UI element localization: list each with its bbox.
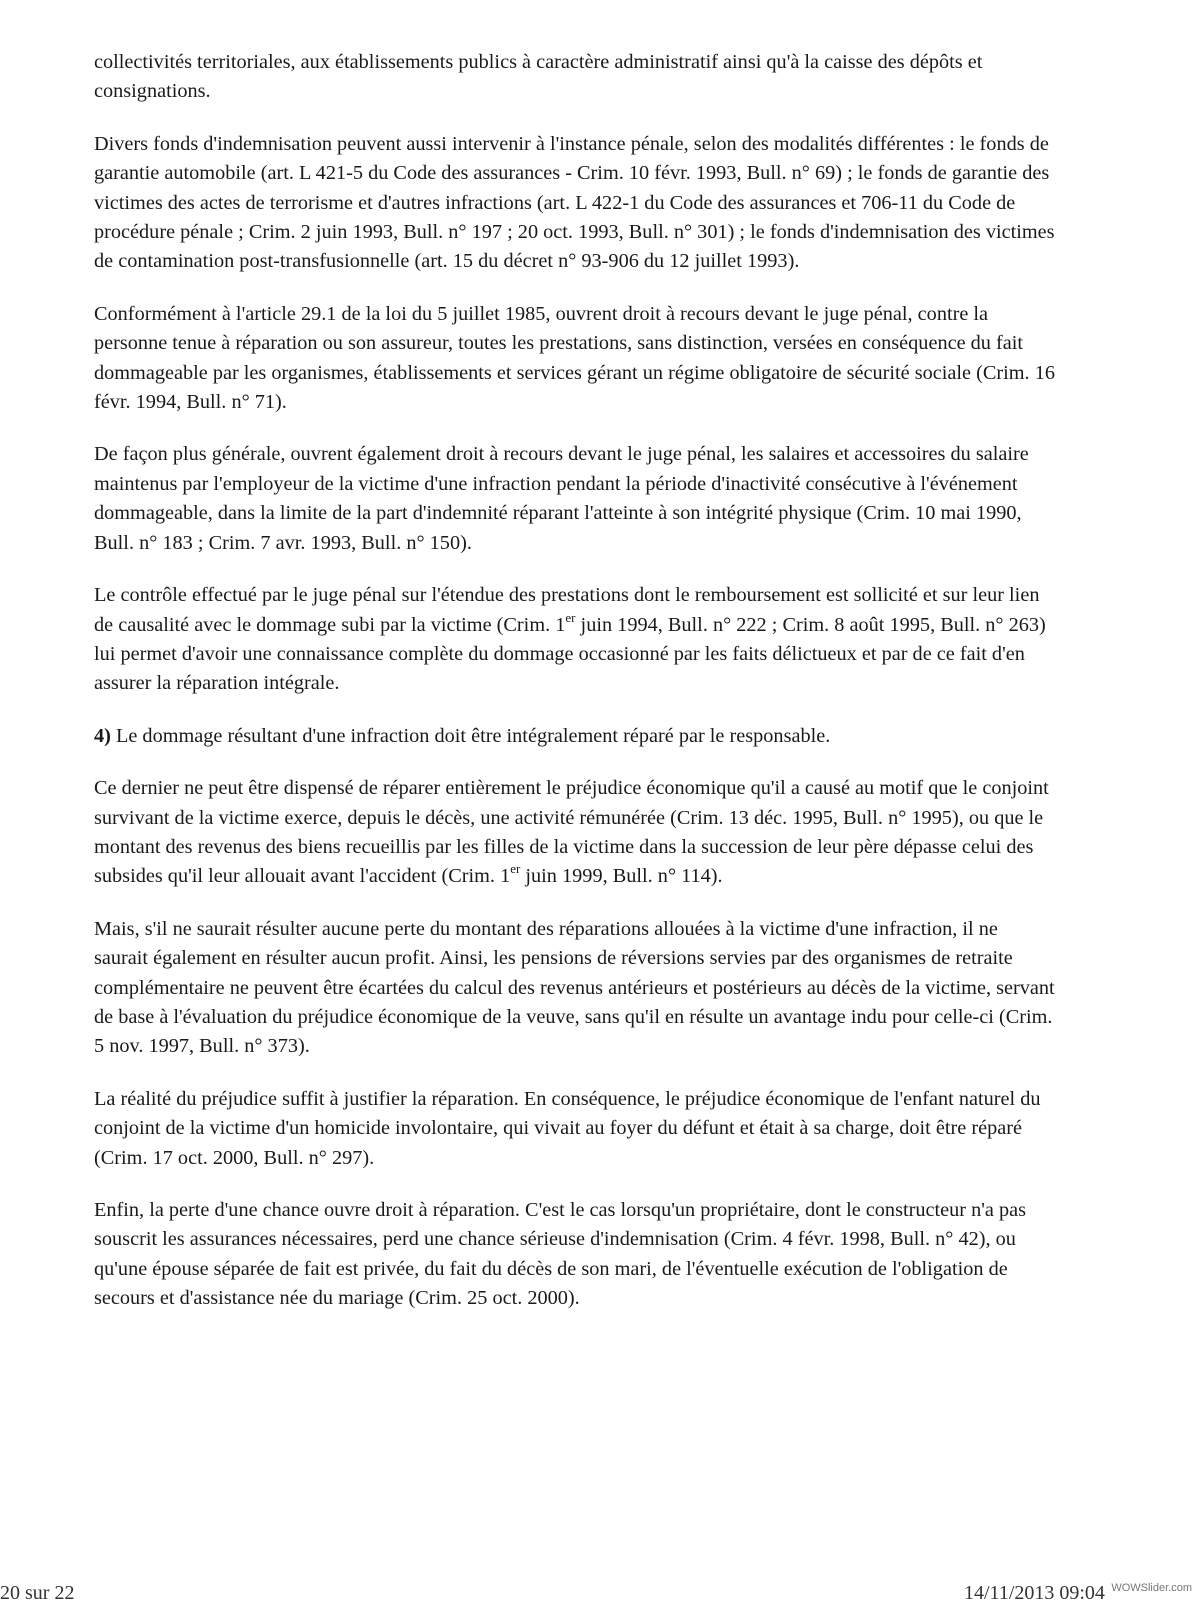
paragraph bbox=[94, 774, 1056, 892]
paragraph-text: Le contrôle effectué par le juge pénal sur l'étendue des prestations dont le remboursement est sollicité et sur leur lien de causalité avec le dommage subi par la victime (Crim. 1 bbox=[94, 584, 1040, 636]
paragraph-text: Mais, s'il ne saurait résulter aucune perte du montant des réparations allouées à la victime d'une infraction, il ne saurait également en résulter aucun profit. Ainsi, les pensions de réversions servies par des organismes de retraite complémentaire ne peuvent être écartées du calcul des revenus antérieurs et postérieurs au décès de la victime, servant de base à l'évaluation du préjudice économique de la veuve, sans qu'il en résulte un avantage indu pour celle-ci (Crim. 5 nov. 1997, Bull. n° 373). bbox=[94, 917, 1055, 1058]
paragraph-text: Divers fonds d'indemnisation peuvent aussi intervenir à l'instance pénale, selon des modalités différentes : le fonds de garantie automobile (art. L 421-5 du Code des assurances - Crim. 10 févr. 1993, Bull. n° 69) ; le fonds de garantie des victimes des actes de terrorisme et d'autres infractions (art. L 422-1 du Code des assurances et 706-11 du Code de procédure pénale ; Crim. 2 juin 1993, Bull. n° 197 ; 20 oct. 1993, Bull. n° 301) ; le fonds d'indemnisation des victimes de contamination post-transfusionnelle (art. 15 du décret n° 93-906 du 12 juillet 1993). bbox=[94, 132, 1055, 273]
paragraph bbox=[94, 48, 1056, 107]
paragraph-text: De façon plus générale, ouvrent également droit à recours devant le juge pénal, les salaires et accessoires du salaire maintenus par l'employeur de la victime d'une infraction pendant la période d'inactivité consécutive à l'événement dommageable, dans la limite de la part d'indemnité réparant l'atteinte à son intégrité physique (Crim. 10 mai 1990, Bull. n° 183 ; Crim. 7 avr. 1993, Bull. n° 150). bbox=[94, 443, 1029, 554]
page-number: 20 sur 22 bbox=[0, 1582, 75, 1604]
paragraph-text: Ce dernier ne peut être dispensé de réparer entièrement le préjudice économique qu'il a causé au motif que le conjoint survivant de la victime exerce, depuis le décès, une activité rémunérée (Crim. 13 déc. 1995, Bull. n° 1995), ou que le montant des revenus des biens recueillis par les filles de la victime dans la succession de leur père dépasse celui des subsides qu'il leur allouait avant l'accident (Crim. 1 bbox=[94, 777, 1049, 888]
paragraph-text: Conformément à l'article 29.1 de la loi du 5 juillet 1985, ouvrent droit à recours devant le juge pénal, contre la personne tenue à réparation ou son assureur, toutes les prestations, sans distinction, versées en conséquence du fait dommageable par les organismes, établissements et services gérant un régime obligatoire de sécurité sociale (Crim. 16 févr. 1994, Bull. n° 71). bbox=[94, 302, 1055, 414]
superscript: er bbox=[510, 861, 521, 877]
superscript: er bbox=[565, 609, 576, 625]
paragraph bbox=[94, 915, 1056, 1062]
section-number: 4) bbox=[94, 724, 111, 747]
paragraph bbox=[94, 1085, 1056, 1173]
paragraph bbox=[94, 440, 1056, 558]
paragraph bbox=[94, 300, 1056, 418]
paragraph-text: Le dommage résultant d'une infraction doit être intégralement réparé par le responsable. bbox=[110, 724, 831, 747]
print-timestamp: 14/11/2013 09:04 bbox=[964, 1582, 1105, 1604]
document-body bbox=[94, 48, 1056, 1337]
paragraph bbox=[94, 722, 1056, 751]
paragraph-text: La réalité du préjudice suffit à justifier la réparation. En conséquence, le préjudice économique de l'enfant naturel du conjoint de la victime d'un homicide involontaire, qui vivait au foyer du défunt et était à sa charge, doit être réparé (Crim. 17 oct. 2000, Bull. n° 297). bbox=[94, 1087, 1041, 1169]
paragraph bbox=[94, 581, 1056, 699]
paragraph-text: collectivités territoriales, aux établissements publics à caractère administratif ainsi qu'à la caisse des dépôts et consignations. bbox=[94, 51, 983, 103]
paragraph-text: juin 1994, Bull. n° 222 ; Crim. 8 août 1995, Bull. n° 263) lui permet d'avoir une connaissance complète du dommage occasionné par les faits délictueux et par de ce fait d'en assurer la réparation intégrale. bbox=[94, 613, 1046, 695]
paragraph bbox=[94, 1196, 1056, 1314]
paragraph-text: juin 1999, Bull. n° 114). bbox=[520, 865, 723, 888]
paragraph-text: Enfin, la perte d'une chance ouvre droit à réparation. C'est le cas lorsqu'un propriétaire, dont le constructeur n'a pas souscrit les assurances nécessaires, perd une chance sérieuse d'indemnisation (Crim. 4 févr. 1998, Bull. n° 42), ou qu'une épouse séparée de fait est privée, du fait du décès de son mari, de l'éventuelle exécution de l'obligation de secours et d'assistance née du mariage (Crim. 25 oct. 2000). bbox=[94, 1199, 1026, 1310]
watermark: WOWSlider.com bbox=[1111, 1582, 1192, 1594]
paragraph bbox=[94, 130, 1056, 277]
